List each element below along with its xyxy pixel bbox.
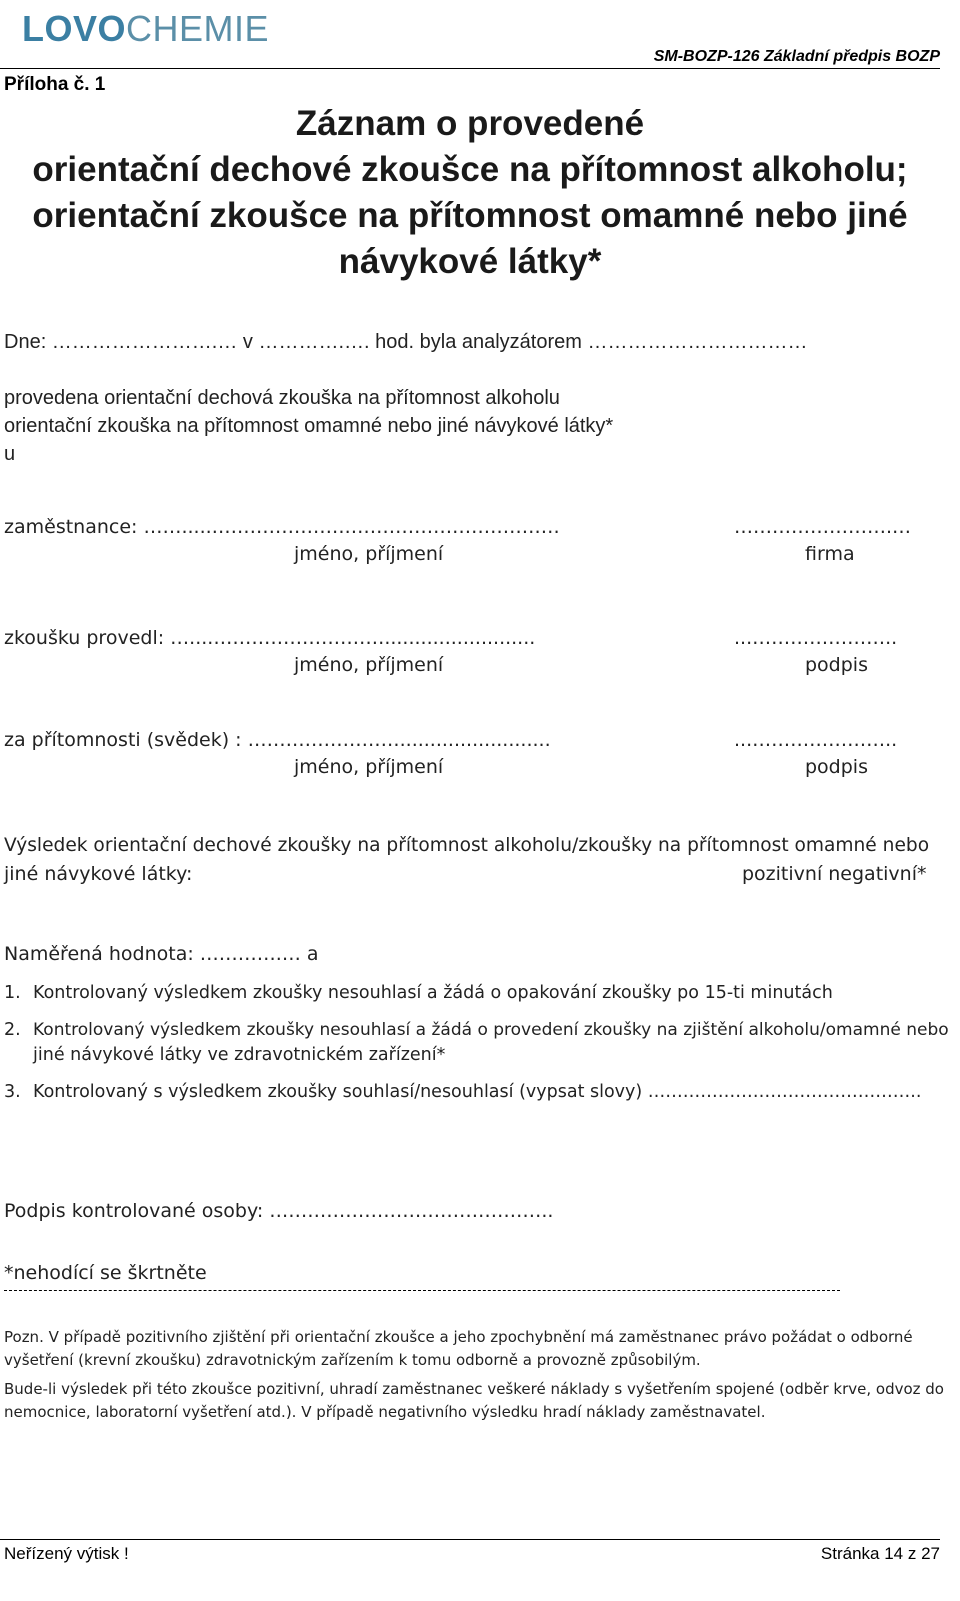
performed-line-3: u: [4, 443, 16, 465]
footer-page-number: Stránka 14 z 27: [820, 1544, 940, 1563]
firm-field: …………………….…: [734, 516, 912, 538]
logo-chemie: CHEMIE: [126, 8, 270, 49]
note-1-line-1: Pozn. V případě pozitivního zjištění při orientační zkoušce a jeho zpochybnění má zaměstnanec právo požádat o odborné: [4, 1328, 913, 1346]
title-line-1: Záznam o provedené: [295, 104, 645, 143]
title-line-4: návykové látky*: [338, 242, 602, 281]
footer-uncontrolled-copy: Neřízený výtisk !: [4, 1544, 129, 1563]
tester-field: zkoušku provedl: …....……………………….........................: [4, 627, 536, 649]
list-item-2: Kontrolovaný výsledkem zkoušky nesouhlasí a žádá o provedení zkoušky na zjištění alkoholu/omamné nebo: [33, 1020, 949, 1040]
footer-divider: [0, 1539, 940, 1540]
employee-field: zaměstnance: …….....………………….……………………………: [4, 516, 560, 538]
title-line-3: orientační zkoušce na přítomnost omamné nebo jiné: [32, 196, 908, 235]
list-item-1-number: 1.: [4, 983, 21, 1003]
tester-name-caption: jméno, příjmení: [294, 654, 444, 676]
document-code: SM-BOZP-126 Základní předpis BOZP: [653, 48, 940, 65]
title-line-2: orientační dechové zkoušce na přítomnost alkoholu;: [32, 150, 908, 189]
result-line-1: Výsledek orientační dechové zkoušky na přítomnost alkoholu/zkoušky na přítomnost omamné nebo: [4, 835, 930, 856]
performed-line-1: provedena orientační dechová zkouška na přítomnost alkoholu: [4, 387, 560, 409]
tester-signature-caption: podpis: [805, 654, 868, 676]
result-line-2: jiné návykové látky:: [4, 863, 193, 885]
measured-value: Naměřená hodnota: ………….… a: [4, 943, 319, 965]
list-item-3-number: 3.: [4, 1082, 21, 1102]
firm-caption: firma: [805, 543, 855, 565]
witness-name-caption: jméno, příjmení: [294, 756, 444, 778]
note-1-line-2: vyšetření (krevní zkoušku) zdravotnickým zařízením k tomu odborně a provozně způsobilým.: [4, 1351, 701, 1369]
performed-line-2: orientační zkouška na přítomnost omamné nebo jiné návykové látky*: [4, 415, 614, 437]
witness-signature-field: ...…………………..: [734, 729, 898, 751]
note-2-line-1: Bude-li výsledek při této zkoušce pozitivní, uhradí zaměstnanec veškeré náklady s vyšetřením spojené (odběr krve, odvoz do: [4, 1380, 944, 1398]
logo-lovo: LOVO: [22, 8, 127, 49]
employee-name-caption: jméno, příjmení: [294, 543, 444, 565]
tester-signature-field: ...…………………..: [734, 627, 898, 649]
date-line: Dne: …………………….… v ………….…. hod. byla analyzátorem ……………………………: [4, 331, 808, 353]
annex-label: Příloha č. 1: [4, 74, 106, 95]
witness-signature-caption: podpis: [805, 756, 868, 778]
list-item-2-number: 2.: [4, 1020, 21, 1040]
list-item-1: Kontrolovaný výsledkem zkoušky nesouhlasí a žádá o opakování zkoušky po 15-ti minutách: [33, 983, 833, 1003]
note-2-line-2: nemocnice, laboratorní vyšetření atd.). V případě negativního výsledku hradí náklady zaměstnavatel.: [4, 1403, 766, 1421]
header-divider: [0, 68, 940, 69]
footnote: *nehodící se škrtněte: [4, 1262, 207, 1284]
company-logo: [22, 8, 269, 52]
list-item-2-continued: jiné návykové látky ve zdravotnickém zařízení*: [33, 1045, 446, 1065]
controlled-person-signature: Podpis kontrolované osoby: …………………….………………..: [4, 1200, 554, 1222]
result-options: pozitivní negativní*: [742, 863, 927, 885]
list-item-3: Kontrolovaný s výsledkem zkoušky souhlasí/nesouhlasí (vypsat slovy) ………………………………………..: [33, 1082, 922, 1102]
dashed-divider: [4, 1290, 840, 1291]
witness-field: za přítomnosti (svědek) : …………………….........................: [4, 729, 551, 751]
